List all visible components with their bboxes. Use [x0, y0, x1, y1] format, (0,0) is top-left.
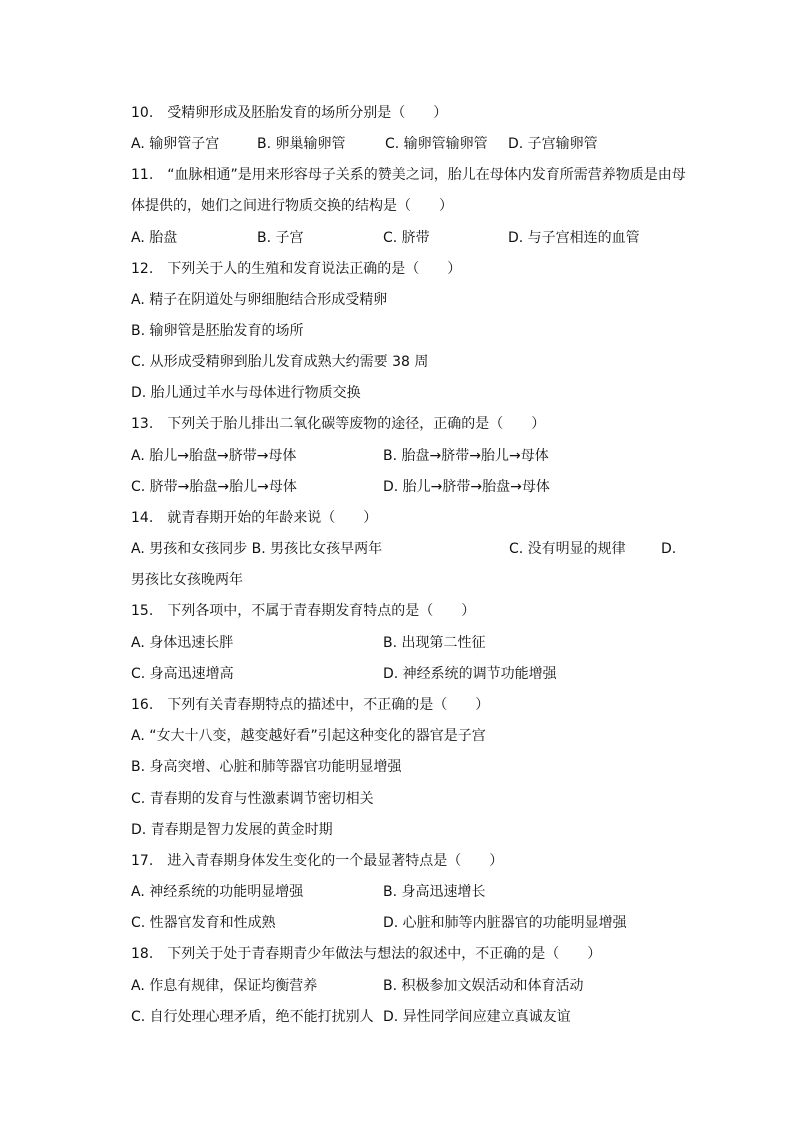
- question-11-stem-line2: 体提供的，她们之间进行物质交换的结构是（ ）: [131, 198, 453, 214]
- question-12-stem: 12. 下列关于人的生殖和发育说法正确的是（ ）: [131, 261, 462, 277]
- question-14-option-c: C. 没有明显的规律: [509, 541, 626, 557]
- question-10-option-d: D. 子宫输卵管: [508, 136, 598, 152]
- question-16-option-a: A. “女大十八变，越变越好看”引起这种变化的器官是子宫: [131, 728, 486, 744]
- question-10-option-c: C. 输卵管输卵管: [385, 136, 488, 152]
- question-16-option-b: B. 身高突增、心脏和肺等器官功能明显增强: [131, 759, 402, 775]
- question-11-stem-line1: 11. “血脉相通”是用来形容母子关系的赞美之词，胎儿在母体内发育所需营养物质是由母: [131, 167, 686, 183]
- question-17-stem: 17. 进入青春期身体发生变化的一个最显著特点是（ ）: [131, 853, 504, 869]
- question-10-option-b: B. 卵巢输卵管: [257, 136, 346, 152]
- question-18-option-d: D. 异性同学间应建立真诚友谊: [383, 1009, 571, 1025]
- question-12-option-d: D. 胎儿通过羊水与母体进行物质交换: [131, 385, 361, 401]
- question-12-option-a: A. 精子在阴道处与卵细胞结合形成受精卵: [131, 292, 388, 308]
- question-11-option-d: D. 与子宫相连的血管: [508, 230, 640, 246]
- question-11-option-c: C. 脐带: [383, 230, 430, 246]
- question-15-stem: 15. 下列各项中，不属于青春期发育特点的是（ ）: [131, 603, 476, 619]
- question-17-option-d: D. 心脏和肺等内脏器官的功能明显增强: [383, 915, 627, 931]
- question-15-option-c: C. 身高迅速增高: [131, 666, 234, 682]
- question-16-option-d: D. 青春期是智力发展的黄金时期: [131, 822, 333, 838]
- question-12-option-c: C. 从形成受精卵到胎儿发育成熟大约需要 38 周: [131, 354, 429, 370]
- question-14-option-d-text: 男孩比女孩晚两年: [131, 572, 243, 588]
- question-18-option-c: C. 自行处理心理矛盾，绝不能打扰别人: [131, 1009, 374, 1025]
- question-14-options-ab: A. 男孩和女孩同步 B. 男孩比女孩早两年: [131, 541, 383, 557]
- question-16-option-c: C. 青春期的发育与性激素调节密切相关: [131, 791, 374, 807]
- question-18-option-a: A. 作息有规律，保证均衡营养: [131, 978, 318, 994]
- question-14-option-d-prefix: D.: [661, 541, 677, 557]
- question-15-option-a: A. 身体迅速长胖: [131, 635, 234, 651]
- question-18-stem: 18. 下列关于处于青春期青少年做法与想法的叙述中，不正确的是（ ）: [131, 946, 602, 962]
- question-15-option-b: B. 出现第二性征: [383, 635, 486, 651]
- question-13-stem: 13. 下列关于胎儿排出二氧化碳等废物的途径，正确的是（ ）: [131, 416, 546, 432]
- question-17-option-c: C. 性器官发育和性成熟: [131, 915, 276, 931]
- question-17-option-a: A. 神经系统的功能明显增强: [131, 884, 304, 900]
- question-13-option-c: C. 脐带→胎盘→胎儿→母体: [131, 479, 297, 495]
- question-15-option-d: D. 神经系统的调节功能增强: [383, 666, 557, 682]
- question-11-option-a: A. 胎盘: [131, 230, 178, 246]
- question-18-option-b: B. 积极参加文娱活动和体育活动: [383, 978, 584, 994]
- question-14-stem: 14. 就青春期开始的年龄来说（ ）: [131, 510, 378, 526]
- question-16-stem: 16. 下列有关青春期特点的描述中，不正确的是（ ）: [131, 697, 490, 713]
- question-13-option-b: B. 胎盘→脐带→胎儿→母体: [383, 448, 549, 464]
- question-12-option-b: B. 输卵管是胚胎发育的场所: [131, 323, 304, 339]
- question-10-option-a: A. 输卵管子宫: [131, 136, 220, 152]
- question-10-stem: 10. 受精卵形成及胚胎发育的场所分别是（ ）: [131, 105, 448, 121]
- question-17-option-b: B. 身高迅速增长: [383, 884, 486, 900]
- question-13-option-d: D. 胎儿→脐带→胎盘→母体: [383, 479, 550, 495]
- question-11-option-b: B. 子宫: [257, 230, 304, 246]
- question-13-option-a: A. 胎儿→胎盘→脐带→母体: [131, 448, 297, 464]
